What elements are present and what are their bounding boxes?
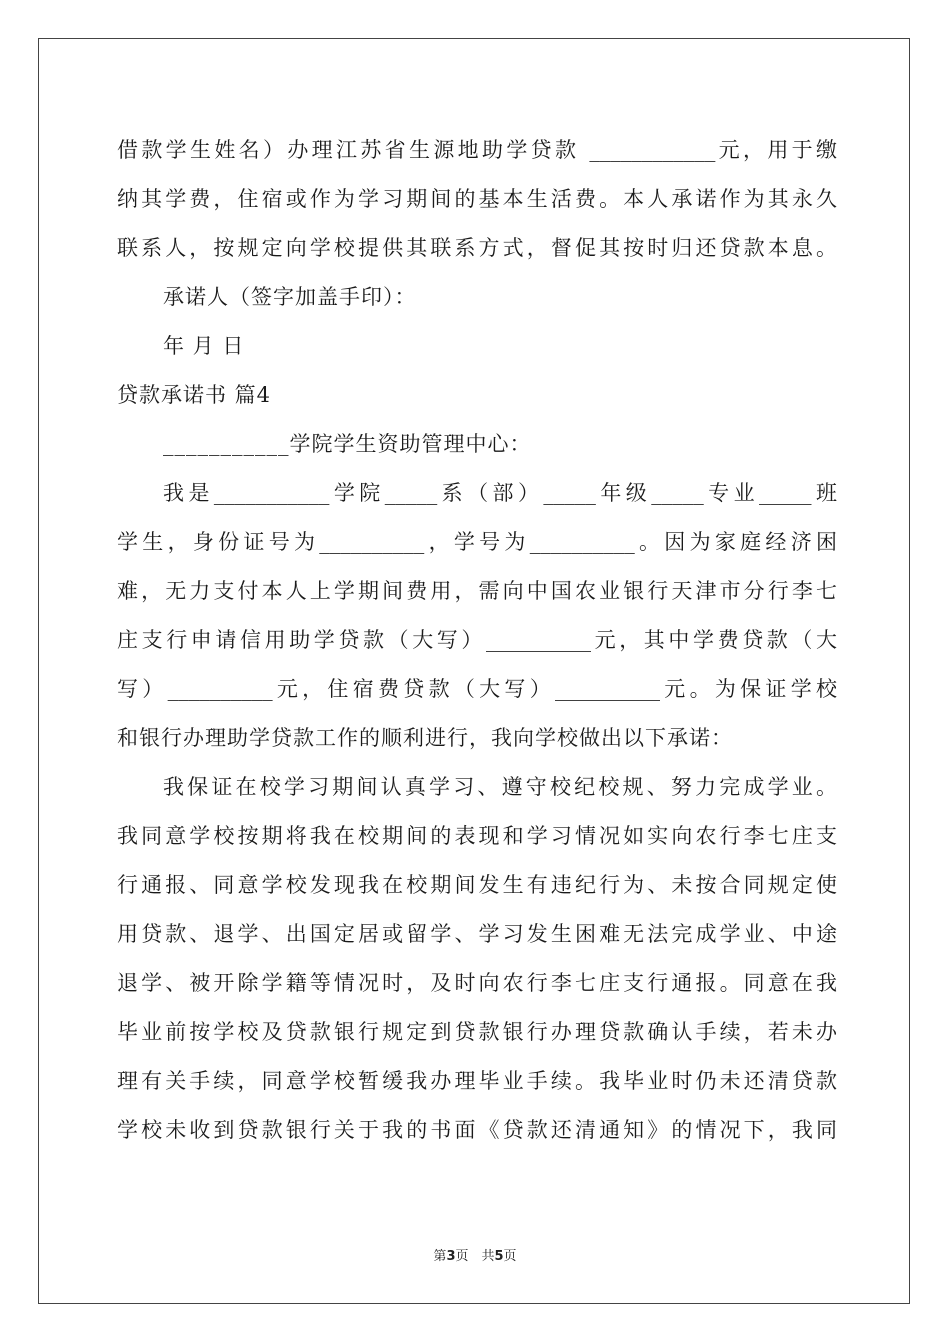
footer-suffix: 页 [503, 1249, 517, 1264]
body-line: 联系人，按规定向学校提供其联系方式，督促其按时归还贷款本息。 [117, 236, 837, 260]
salutation-line: ___________学院学生资助管理中心： [163, 432, 532, 456]
signature-line: 承诺人（签字加盖手印）： [163, 285, 417, 309]
section-heading: 贷款承诺书 篇4 [117, 383, 272, 407]
page-footer [0, 1245, 950, 1264]
body-line: 难，无力支付本人上学期间费用，需向中国农业银行天津市分行李七 [117, 579, 837, 603]
body-line: 借款学生姓名）办理江苏省生源地助学贷款 ____________元，用于缴 [117, 138, 837, 162]
body-line: 学校未收到贷款银行关于我的书面《贷款还清通知》的情况下，我同 [117, 1118, 837, 1142]
footer-mid: 页 共 [455, 1249, 495, 1264]
body-line: 学生，身份证号为__________，学号为__________。因为家庭经济困 [117, 530, 837, 554]
body-line: 庄支行申请信用助学贷款（大写）__________元，其中学费贷款（大 [117, 628, 837, 652]
body-line: 我保证在校学习期间认真学习、遵守校纪校规、努力完成学业。 [163, 775, 837, 799]
footer-page-number: 3 [446, 1249, 456, 1264]
body-line: 纳其学费，住宿或作为学习期间的基本生活费。本人承诺作为其永久 [117, 187, 837, 211]
body-line: 用贷款、退学、出国定居或留学、学习发生困难无法完成学业、中途 [117, 922, 837, 946]
body-line: 我同意学校按期将我在校期间的表现和学习情况如实向农行李七庄支 [117, 824, 837, 848]
body-line: 我是___________学院_____系（部）_____年级_____专业_____班 [163, 481, 837, 505]
document-body [117, 126, 837, 1155]
body-line: 行通报、同意学校发现我在校期间发生有违纪行为、未按合同规定使 [117, 873, 837, 897]
date-line: 年 月 日 [163, 334, 245, 358]
body-line: 写）__________元，住宿费贷款（大写）__________元。为保证学校 [117, 677, 837, 701]
footer-total-pages: 5 [494, 1249, 504, 1264]
body-line: 和银行办理助学贷款工作的顺利进行，我向学校做出以下承诺： [117, 726, 733, 750]
footer-prefix: 第 [433, 1249, 447, 1264]
body-line: 退学、被开除学籍等情况时，及时向农行李七庄支行通报。同意在我 [117, 971, 837, 995]
body-line: 理有关手续，同意学校暂缓我办理毕业手续。我毕业时仍未还清贷款 [117, 1069, 837, 1093]
body-line: 毕业前按学校及贷款银行规定到贷款银行办理贷款确认手续，若未办 [117, 1020, 837, 1044]
